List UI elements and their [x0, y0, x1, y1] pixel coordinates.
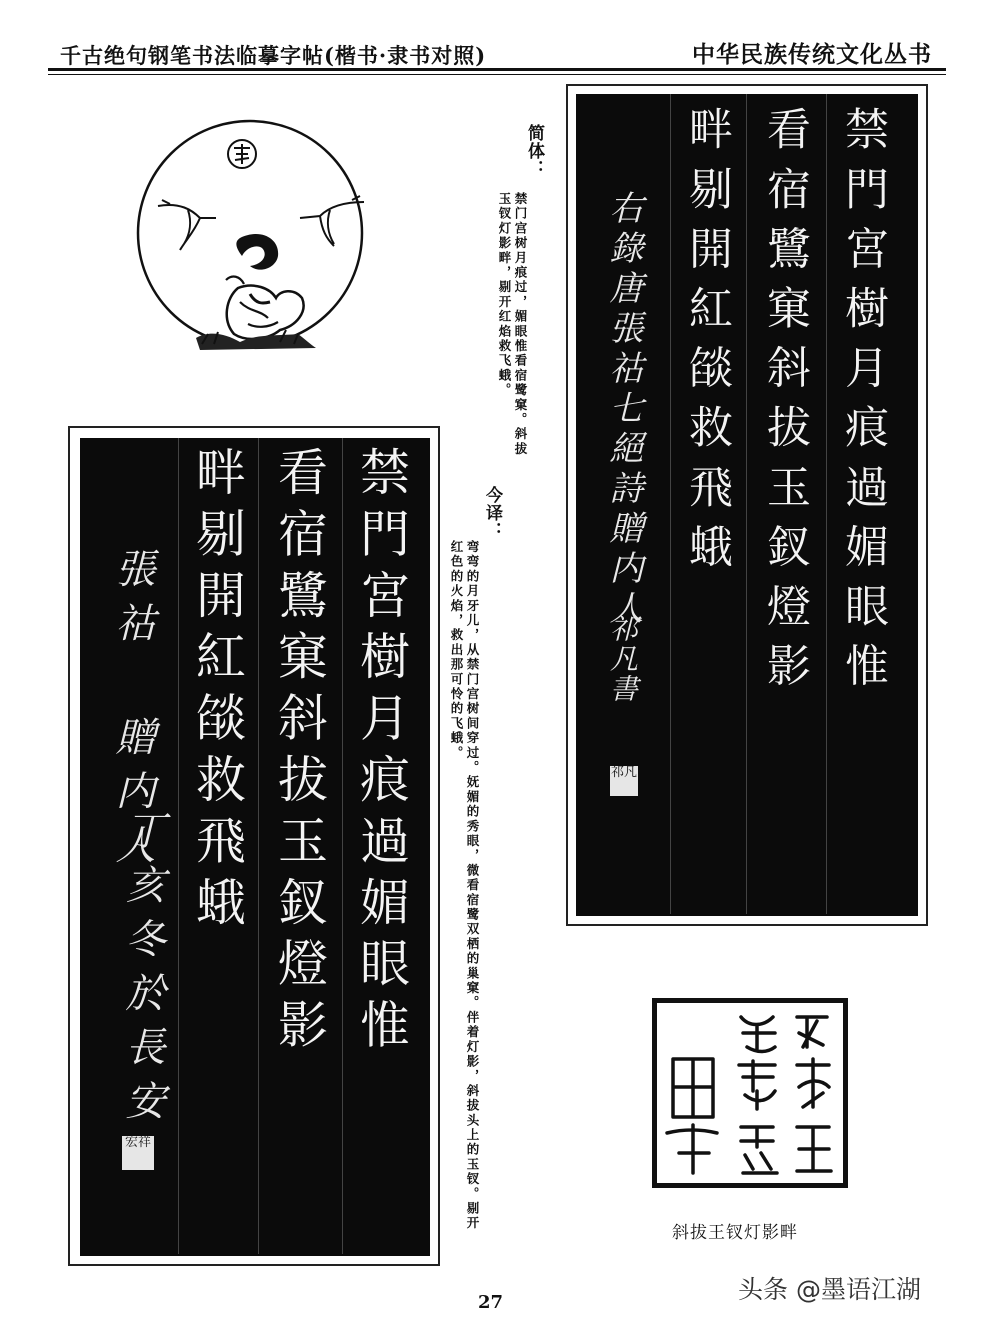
inscription-title: 張祜 贈内人: [109, 548, 155, 878]
inscription: 右錄唐張祜七絕詩贈内人: [603, 190, 643, 630]
translation-label: 今译：: [482, 486, 502, 540]
regular-script-column-2: 看宿鷺窠斜拔玉釵燈影: [759, 106, 810, 702]
clerical-script-column-1: 禁門宮樹月痕過媚眼惟: [352, 446, 410, 1060]
header-rule-thin: [48, 74, 946, 75]
watermark: 头条 @墨语江湖: [738, 1275, 921, 1304]
clerical-script-column-3: 畔剔開紅燄救飛蛾: [188, 446, 246, 938]
moon-crane-illustration: [130, 98, 370, 368]
series-name: 中华民族传统文化丛书: [692, 41, 932, 68]
regular-script-column-1: 禁門宮樹月痕過媚眼惟: [837, 106, 888, 702]
regular-script-column-3: 畔剔開紅燄救飛蛾: [681, 106, 732, 583]
artist-seal: 祁凡: [610, 766, 638, 796]
simplified-label: 简体：: [524, 124, 544, 178]
seal-caption: 斜拔王钗灯影畔: [672, 1223, 798, 1243]
inscription-date: 丁亥冬於長安: [119, 810, 165, 1134]
regular-script-frame: [566, 84, 928, 926]
signature: 祁凡書: [606, 614, 639, 704]
translation-text: 弯弯的月牙儿，从禁门宫树间穿过。妩媚的秀眼，微看宿鹭双栖的巢窠。伴着灯影，斜拔头上的玉钗。剔开红色的火焰，救出那可怜的飞蛾。: [449, 540, 480, 1231]
regular-script-panel: [576, 94, 918, 916]
page-number: 27: [478, 1292, 504, 1313]
clerical-script-panel: [80, 438, 430, 1256]
simplified-text: 禁门宫树月痕过，媚眼惟看宿鹭窠。斜拔玉钗灯影畔，剔开红焰救飞蛾。: [497, 192, 528, 457]
clerical-script-frame: [68, 426, 440, 1266]
artist-seal: 宏祥: [122, 1136, 154, 1170]
header-rule: [48, 68, 946, 71]
seal-stamp: [652, 998, 848, 1188]
clerical-script-column-2: 看宿鷺窠斜拔玉釵燈影: [270, 446, 328, 1060]
book-series-title: 千古绝句钢笔书法临摹字帖(楷书·隶书对照): [60, 43, 487, 68]
